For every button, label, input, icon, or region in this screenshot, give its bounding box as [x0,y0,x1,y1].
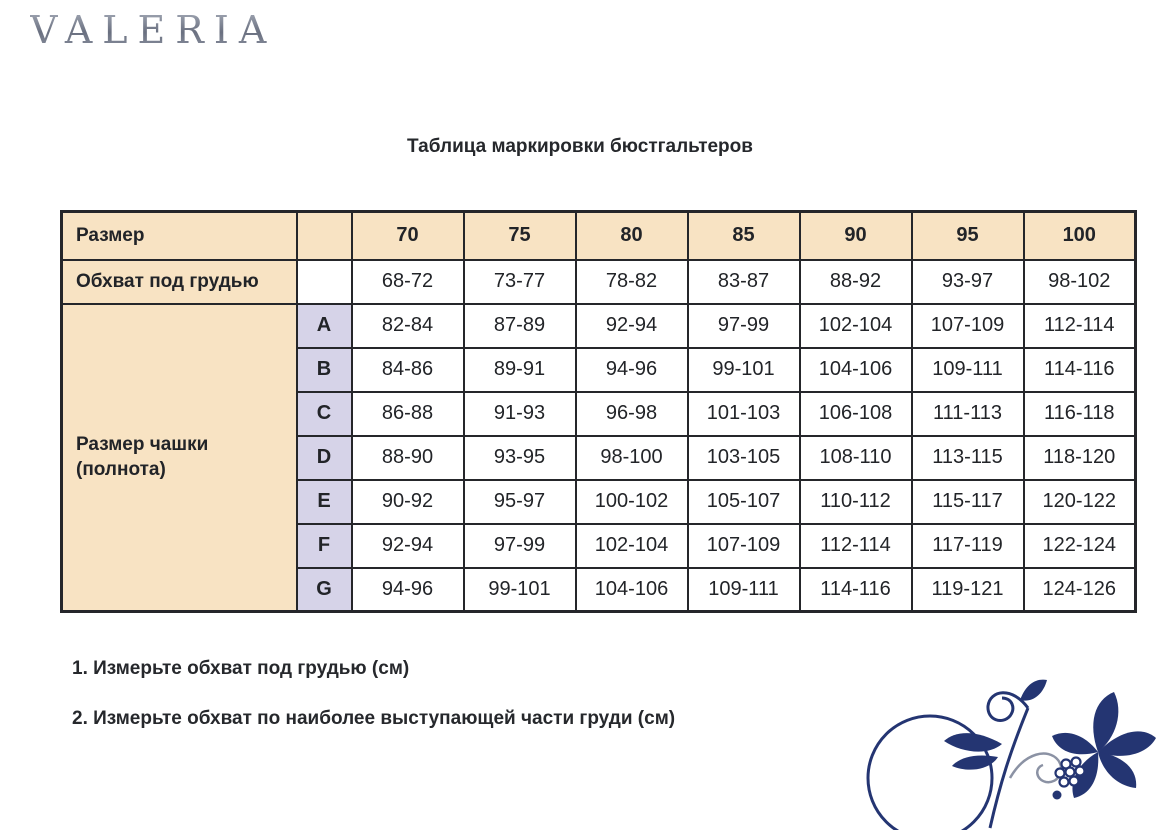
cup-row [62,304,1136,348]
cup-range-cell: 94-96 [576,348,688,392]
underbust-range-cell: 93-97 [912,260,1024,304]
cup-range-cell: 92-94 [576,304,688,348]
cup-range-cell: 114-116 [1024,348,1136,392]
cup-range-cell: 94-96 [352,568,464,612]
cup-range-cell: 107-109 [688,524,800,568]
spacer-cell [297,212,352,260]
cup-letter-cell: B [297,348,352,392]
cup-range-cell: 82-84 [352,304,464,348]
size-header-cell: 100 [1024,212,1136,260]
cup-range-cell: 84-86 [352,348,464,392]
cup-range-cell: 87-89 [464,304,576,348]
cup-range-cell: 99-101 [688,348,800,392]
cup-range-cell: 88-90 [352,436,464,480]
cup-range-cell: 119-121 [912,568,1024,612]
size-header-cell: 95 [912,212,1024,260]
cup-range-cell: 102-104 [576,524,688,568]
cup-range-cell: 107-109 [912,304,1024,348]
cup-range-cell: 118-120 [1024,436,1136,480]
cup-range-cell: 91-93 [464,392,576,436]
instruction-step: 2. Измерьте обхват по наиболее выступающей части груди (см) [72,708,676,729]
underbust-row [62,260,1136,304]
cup-range-cell: 92-94 [352,524,464,568]
size-header-cell: 75 [464,212,576,260]
cup-range-cell: 98-100 [576,436,688,480]
brand-logo: VALERIA [30,8,277,52]
cup-range-cell: 110-112 [800,480,912,524]
size-header-row [62,212,1136,260]
cup-range-cell: 97-99 [464,524,576,568]
cup-range-cell: 103-105 [688,436,800,480]
cup-range-cell: 114-116 [800,568,912,612]
spacer-cell [297,260,352,304]
cup-letter-cell: F [297,524,352,568]
cup-letter-cell: G [297,568,352,612]
cup-range-cell: 120-122 [1024,480,1136,524]
underbust-label-cell: Обхват под грудью [62,260,297,304]
cup-rows-section [62,304,1136,612]
cup-range-cell: 117-119 [912,524,1024,568]
cup-range-cell: 101-103 [688,392,800,436]
cup-range-cell: 102-104 [800,304,912,348]
cup-range-cell: 100-102 [576,480,688,524]
cup-letter-cell: A [297,304,352,348]
underbust-range-cell: 88-92 [800,260,912,304]
underbust-range-cell: 68-72 [352,260,464,304]
cup-range-cell: 93-95 [464,436,576,480]
floral-flourish-icon [850,660,1173,830]
cup-letter-cell: C [297,392,352,436]
cup-range-cell: 122-124 [1024,524,1136,568]
size-header-cell: 80 [576,212,688,260]
measure-instructions [72,657,675,757]
cup-size-label-cell: Размер чашки (полнота) [62,304,297,612]
cup-range-cell: 104-106 [800,348,912,392]
size-header-cell: 70 [352,212,464,260]
cup-range-cell: 115-117 [912,480,1024,524]
cup-range-cell: 116-118 [1024,392,1136,436]
cup-range-cell: 89-91 [464,348,576,392]
cup-letter-cell: D [297,436,352,480]
cup-range-cell: 106-108 [800,392,912,436]
cup-range-cell: 104-106 [576,568,688,612]
cup-range-cell: 108-110 [800,436,912,480]
cup-range-cell: 90-92 [352,480,464,524]
size-label-cell: Размер [62,212,297,260]
instruction-step: 1. Измерьте обхват под грудью (см) [72,658,410,679]
cup-range-cell: 109-111 [912,348,1024,392]
cup-range-cell: 113-115 [912,436,1024,480]
cup-range-cell: 112-114 [800,524,912,568]
cup-range-cell: 96-98 [576,392,688,436]
cup-range-cell: 111-113 [912,392,1024,436]
cup-range-cell: 97-99 [688,304,800,348]
cup-range-cell: 124-126 [1024,568,1136,612]
underbust-range-cell: 83-87 [688,260,800,304]
underbust-range-cell: 73-77 [464,260,576,304]
cup-letter-cell: E [297,480,352,524]
underbust-range-cell: 78-82 [576,260,688,304]
size-header-cell: 85 [688,212,800,260]
cup-range-cell: 99-101 [464,568,576,612]
cup-range-cell: 112-114 [1024,304,1136,348]
cup-range-cell: 86-88 [352,392,464,436]
cup-range-cell: 109-111 [688,568,800,612]
cup-range-cell: 105-107 [688,480,800,524]
cup-range-cell: 95-97 [464,480,576,524]
bra-size-table [60,210,1137,613]
size-header-cell: 90 [800,212,912,260]
underbust-range-cell: 98-102 [1024,260,1136,304]
page-title: Таблица маркировки бюстгальтеров [407,136,753,157]
